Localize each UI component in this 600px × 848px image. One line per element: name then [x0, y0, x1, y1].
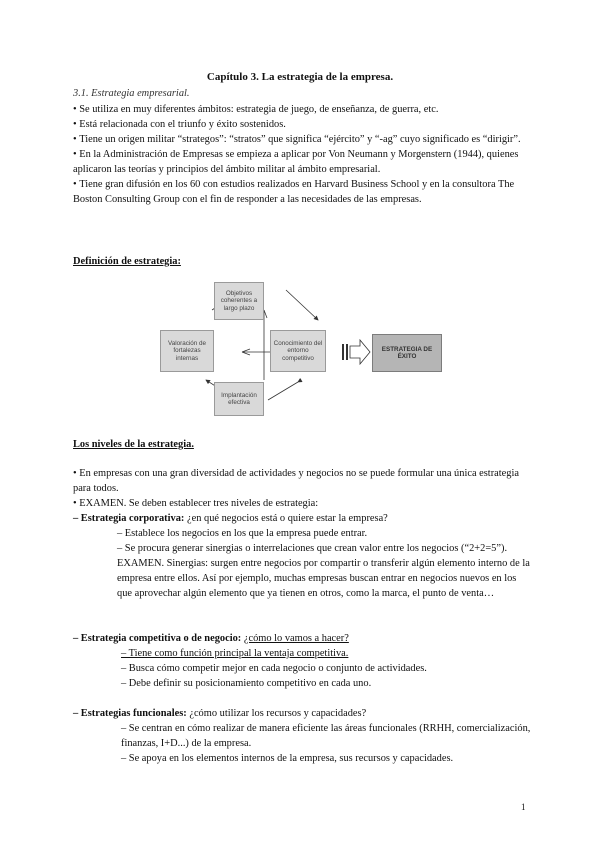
levels-bullet-list — [73, 466, 533, 511]
levels-heading: Los niveles de la estrategia. — [73, 439, 194, 450]
intro-bullet: • En la Administración de Empresas se empieza a aplicar por Von Neumann y Morgenstern (1944), quienes aplicaron las teorías y principios del ámbito militar al ámbito empresarial. — [73, 147, 528, 177]
intro-bullet: • Tiene gran difusión en los 60 con estudios realizados en Harvard Business School y en la consultora The Boston Consulting Group con el fin de responder a las necesidades de las empresas. — [73, 177, 528, 207]
arrow-top-right — [286, 290, 318, 320]
chapter-title: Capítulo 3. La estrategia de la empresa. — [206, 71, 394, 83]
strategy-diagram — [158, 280, 448, 420]
competitive-strategy-line — [73, 631, 533, 646]
corporate-item: – Se procura generar sinergias o interrelaciones que crean valor entre los negocios (“2+2=5”). EXAMEN. Sinergias: surgen entre negocios por compartir o transferir algún elemento interno de la empresa entre ellos. Así por ejemplo, muchas empresas buscan entrar en negocios nuevos en los que aprovechar algún elemento que ya tienen en otros, como la marca, el punto de venta… — [117, 543, 530, 599]
corporate-strategy-line — [73, 511, 533, 526]
levels-bullet: • EXAMEN. Se deben establecer tres niveles de estrategia: — [73, 496, 533, 511]
functional-strategy-question: ¿cómo utilizar los recursos y capacidades? — [189, 708, 367, 719]
arrow-right-bottom — [268, 382, 298, 400]
competitive-strategy-section — [73, 631, 533, 691]
competitive-strategy-question: ¿cómo lo vamos a hacer? — [243, 633, 349, 644]
intro-bullet: • Está relacionada con el triunfo y éxito sostenidos. — [73, 117, 528, 132]
result-arrow — [350, 340, 370, 364]
functional-item: – Se centran en cómo realizar de manera eficiente las áreas funcionales (RRHH, comercialización, finanzas, I+D...) de la empresa. — [121, 723, 531, 749]
competitive-item: – Busca cómo competir mejor en cada negocio o conjunto de actividades. — [121, 663, 427, 674]
diagram-box-result: ESTRATEGIA DE ÉXITO — [372, 334, 442, 372]
corporate-strategy-section — [73, 511, 533, 601]
competitive-item: – Debe definir su posicionamiento competitivo en cada uno. — [121, 678, 372, 689]
functional-strategy-label: – Estrategias funcionales: — [73, 708, 187, 719]
diagram-box-implementation: Implantación efectiva — [214, 382, 264, 416]
diagram-box-environment: Conocimiento del entorno competitivo — [270, 330, 326, 372]
corporate-item: – Establece los negocios en los que la empresa puede entrar. — [117, 528, 368, 539]
corporate-strategy-question: ¿en qué negocios está o quiere estar la empresa? — [187, 513, 388, 524]
page-number: 1 — [521, 802, 526, 812]
diagram-box-objectives: Objetivos coherentes a largo plazo — [214, 282, 264, 320]
functional-strategy-line — [73, 706, 533, 721]
corporate-strategy-label: – Estrategia corporativa: — [73, 513, 185, 524]
intro-bullet-list — [73, 102, 528, 207]
diagram-box-strengths: Valoración de fortalezas internas — [160, 330, 214, 372]
intro-bullet: • Se utiliza en muy diferentes ámbitos: estrategia de juego, de enseñanza, de guerra, etc. — [73, 102, 528, 117]
levels-bullet: • En empresas con una gran diversidad de actividades y negocios no se puede formular una única estrategia para todos. — [73, 466, 533, 496]
competitive-strategy-label: – Estrategia competitiva o de negocio: — [73, 633, 242, 644]
functional-item: – Se apoya en los elementos internos de la empresa, sus recursos y capacidades. — [121, 753, 454, 764]
competitive-item: – Tiene como función principal la ventaja competitiva. — [121, 648, 349, 659]
section-subtitle: 3.1. Estrategia empresarial. — [73, 88, 190, 99]
definition-heading: Definición de estrategia: — [73, 256, 181, 267]
functional-strategy-section — [73, 706, 533, 766]
intro-bullet: • Tiene un origen militar “strategos”: “stratos” que significa “ejército” y “-ag” cuyo significado es “dirigir”. — [73, 132, 528, 147]
